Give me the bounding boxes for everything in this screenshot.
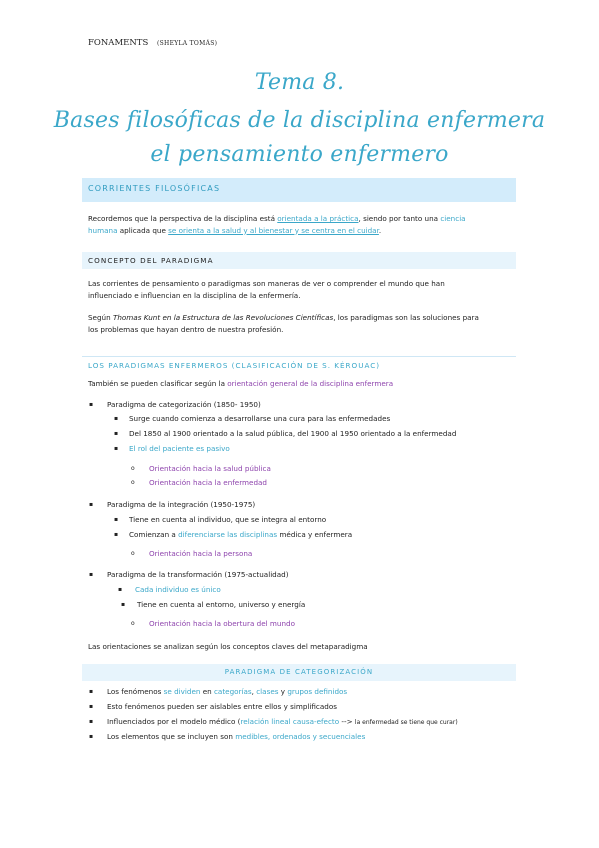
highlight: se dividen [163, 687, 201, 696]
list-item-orientacion-mundo: Orientación hacia la obertura del mundo [149, 619, 295, 628]
section-categorizacion [82, 664, 516, 681]
list-item [129, 530, 352, 539]
text: influenciado e influencian en la disciplina de la enfermería. [88, 290, 301, 300]
list-item-rol-pasivo: El rol del paciente es pasivo [129, 444, 230, 453]
bullet-marker: ▪ [121, 601, 126, 608]
list-item-orientacion-persona: Orientación hacia la persona [149, 549, 253, 558]
highlight-ciencia: ciencia [440, 214, 466, 223]
list-item-individuo-unico: Cada individuo es único [135, 585, 221, 594]
text: Los elementos que se incluyen son [107, 732, 236, 741]
paragraph-kunt [88, 312, 513, 335]
section-corrientes-heading: CORRIENTES FILOSÓFICAS [88, 184, 221, 193]
document-header [88, 38, 217, 48]
section-corrientes [82, 178, 516, 202]
text: la enfermedad se tiene que curar) [354, 719, 458, 726]
bullet-marker: ▪ [114, 445, 119, 452]
highlight-orientada-practica: orientada a la práctica [277, 214, 359, 223]
bullet-marker: ▪ [89, 501, 94, 508]
text: Las corrientes de pensamiento o paradigmas son maneras de ver o comprender el mundo que han [88, 279, 445, 288]
divider [82, 356, 516, 357]
list-item: Esto fenómenos pueden ser aislables entre ellos y simplificados [107, 702, 337, 711]
text: . [378, 225, 382, 235]
bullet-marker: ▪ [89, 703, 94, 710]
paragraph-metaparadigma: Las orientaciones se analizan según los conceptos claves del metaparadigma [88, 642, 368, 651]
author-name: (SHEYLA TOMÁS) [156, 40, 218, 47]
course-name: FONAMENTS [88, 38, 149, 48]
bullet-marker: ▪ [89, 718, 94, 725]
bullet-marker: ▪ [114, 531, 119, 538]
section-paradigmas-heading: LOS PARADIGMAS ENFERMEROS (CLASIFICACIÓN DE S. KÉROUAC) [88, 361, 381, 370]
highlight-diferenciarse: diferenciarse las disciplinas [178, 530, 278, 539]
highlight: categorías [213, 687, 252, 696]
bullet-marker: o [131, 620, 135, 627]
text: , los paradigmas son las soluciones para [333, 313, 479, 322]
title-line-2: Bases filosóficas de la disciplina enfermera [53, 108, 546, 133]
text: --> [339, 717, 355, 726]
paragraph-perspectiva [88, 213, 513, 236]
text: Recordemos que la perspectiva de la disciplina está [88, 214, 278, 223]
paragraph-clasificar [88, 379, 393, 388]
text: y [278, 687, 288, 696]
bullet-marker: ▪ [89, 733, 94, 740]
text: Influenciados por el modelo médico ( [107, 717, 241, 726]
list-item-orientacion-salud: Orientación hacia la salud pública [149, 464, 271, 473]
highlight: relación lineal causa-efecto [240, 717, 340, 726]
list-item-transformacion: Paradigma de la transformación (1975-actualidad) [107, 570, 289, 579]
text: Según [88, 313, 113, 322]
bullet-marker: ▪ [89, 688, 94, 695]
paragraph-corrientes [88, 278, 513, 301]
text: médica y enfermera [277, 530, 353, 539]
bullet-marker: ▪ [89, 401, 94, 408]
list-item: Surge cuando comienza a desarrollarse una cura para las enfermedades [129, 414, 391, 423]
highlight: medibles, ordenados y secuenciales [235, 732, 366, 741]
bullet-marker: ▪ [114, 516, 119, 523]
highlight-orientacion-general: orientación general de la disciplina enfermera [227, 379, 394, 388]
title-line-3: el pensamiento enfermero [150, 142, 449, 167]
highlight-humana: humana [88, 225, 118, 235]
section-categorizacion-heading: PARADIGMA DE CATEGORIZACIÓN [224, 668, 374, 676]
list-item-integracion: Paradigma de la integración (1950-1975) [107, 500, 256, 509]
list-item-elementos [107, 732, 365, 741]
text: Comienzan a [129, 530, 179, 539]
bullet-marker: o [131, 465, 135, 472]
text: , [251, 687, 257, 696]
bullet-marker: ▪ [89, 571, 94, 578]
list-item: Tiene en cuenta al individuo, que se integra al entorno [129, 515, 327, 524]
list-item-orientacion-enfermedad: Orientación hacia la enfermedad [149, 478, 267, 487]
text: los problemas que hayan dentro de nuestra profesión. [88, 324, 284, 334]
bullet-marker: ▪ [114, 430, 119, 437]
list-item: Tiene en cuenta al entorno, universo y energía [137, 600, 306, 609]
highlight-salud-bienestar: se orienta a la salud y al bienestar y se centra en el cuidar [168, 225, 379, 235]
bullet-marker: o [131, 479, 135, 486]
list-item-categorizacion: Paradigma de categorización (1850- 1950) [107, 400, 261, 409]
list-item-fenomenos [107, 687, 347, 696]
text: aplicada que [117, 225, 169, 235]
highlight: clases [256, 687, 279, 696]
text: También se pueden clasificar según la [88, 379, 228, 388]
book-title: Thomas Kunt en la Estructura de las Revoluciones Científicas [112, 313, 334, 322]
title-line-1: Tema 8. [254, 70, 345, 95]
text: , siendo por tanto una [358, 214, 441, 223]
section-concepto-heading: CONCEPTO DEL PARADIGMA [88, 256, 214, 265]
bullet-marker: ▪ [114, 415, 119, 422]
bullet-marker: ▪ [118, 586, 123, 593]
text: en [200, 687, 214, 696]
bullet-marker: o [131, 550, 135, 557]
highlight: grupos definidos [287, 687, 348, 696]
list-item-modelo-medico [107, 717, 458, 726]
list-item: Del 1850 al 1900 orientado a la salud pública, del 1900 al 1950 orientado a la enfermedad [129, 429, 457, 438]
section-concepto [82, 252, 516, 269]
text: Los fenómenos [107, 687, 164, 696]
